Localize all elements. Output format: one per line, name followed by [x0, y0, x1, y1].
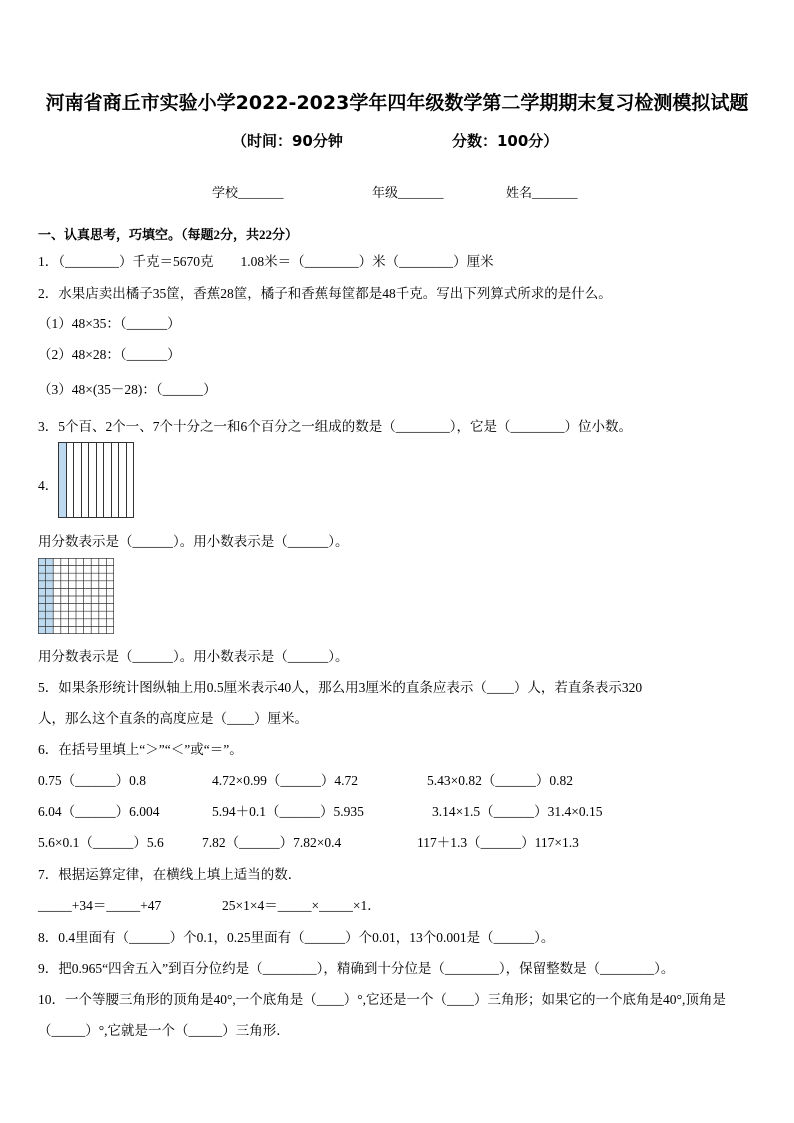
question-2-part-1: （1）48×35：（______）	[38, 316, 181, 331]
compare-item: 7.82（______）7.82×0.4	[202, 835, 342, 850]
compare-item: 5.94＋0.1（______）5.935	[212, 804, 364, 819]
exam-time: （时间：90分钟	[232, 132, 343, 150]
question-4-number: 4．	[38, 478, 59, 493]
exam-score: 分数：100分）	[452, 132, 559, 150]
compare-item: 5.43×0.82（______）0.82	[427, 773, 573, 788]
compare-item: 3.14×1.5（______）31.4×0.15	[432, 804, 603, 819]
question-7-blank-b: 25×1×4＝_____×_____×1．	[222, 898, 381, 913]
compare-item: 0.75（______）0.8	[38, 773, 146, 788]
question-5-line-2: 人，那么这个直条的高度应是（____）厘米。	[38, 711, 308, 726]
hundredths-grid	[38, 558, 114, 634]
question-2: 2．水果店卖出橘子35筐，香蕉28筐，橘子和香蕉每筐都是48千克。写出下列算式所求的是什么。	[38, 286, 612, 301]
question-10-line-2: （_____）°,它就是一个（_____）三角形．	[38, 1023, 290, 1038]
question-5-line-1: 5．如果条形统计图纵轴上用0.5厘米表示40人，那么用3厘米的直条应表示（____）人，若直条表示320	[38, 680, 643, 695]
question-4-answer-b: 用分数表示是（______）。用小数表示是（______）。	[38, 649, 349, 664]
question-1: 1．（________）千克＝5670克 1.08米＝（________）米（________）厘米	[38, 254, 494, 269]
question-7: 7．根据运算定律，在横线上填上适当的数．	[38, 867, 302, 882]
question-3: 3．5个百、2个一、7个十分之一和6个百分之一组成的数是（________），它是（________）位小数。	[38, 419, 632, 434]
name-field: 姓名_______	[506, 185, 578, 200]
compare-item: 6.04（______）6.004	[38, 804, 160, 819]
question-9: 9．把0.965“四舍五入”到百分位约是（________），精确到十分位是（________），保留整数是（________）。	[38, 961, 675, 976]
question-6: 6．在括号里填上“＞”“＜”或“＝”。	[38, 742, 243, 757]
question-10-line-1: 10．一个等腰三角形的顶角是40°,一个底角是（____）°,它还是一个（____）三角形；如果它的一个底角是40°,顶角是	[38, 992, 726, 1007]
grade-field: 年级_______	[372, 185, 444, 200]
compare-item: 117＋1.3（______）117×1.3	[417, 835, 579, 850]
question-8: 8．0.4里面有（______）个0.1，0.25里面有（______）个0.01，13个0.001是（______）。	[38, 930, 555, 945]
question-2-part-2: （2）48×28：（______）	[38, 347, 181, 362]
compare-item: 5.6×0.1（______）5.6	[38, 835, 164, 850]
compare-item: 4.72×0.99（______）4.72	[212, 773, 358, 788]
question-4-answer-a: 用分数表示是（______）。用小数表示是（______）。	[38, 534, 349, 549]
tenths-grid	[58, 442, 134, 518]
section-heading: 一、认真思考，巧填空。（每题2分，共22分）	[38, 227, 299, 242]
school-field: 学校_______	[212, 185, 284, 200]
question-7-blank-a: _____+34＝_____+47	[38, 898, 162, 913]
question-2-part-3: （3）48×(35－28)：（______）	[38, 382, 217, 397]
page-title: 河南省商丘市实验小学2022-2023学年四年级数学第二学期期末复习检测模拟试题	[45, 92, 749, 114]
